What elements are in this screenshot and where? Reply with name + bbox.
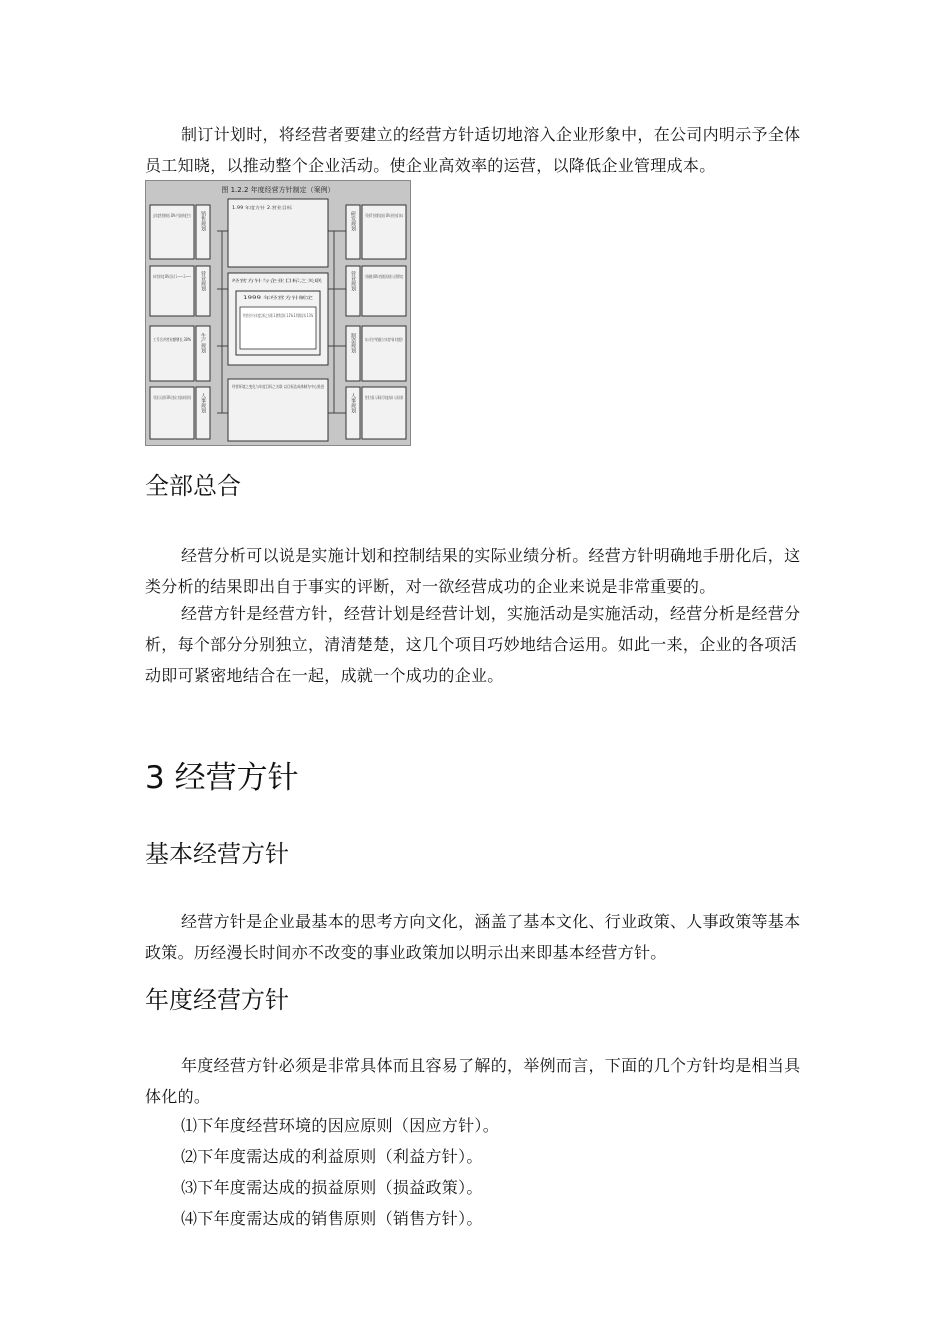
intro-paragraph: 制订计划时，将经营者要建立的经营方针适切地溶入企业形象中，在公司内明示予全体员工知晓，以推动整个企业活动。使企业高效率的运营，以降低企业管理成本。 (145, 125, 801, 175)
left-box-4-text (153, 394, 191, 400)
center-mid-caption: 经营方针与企业目标之关联 (232, 278, 280, 283)
list-item: ⑴下年度经营环境的因应原则（因应方针）。 (181, 1116, 500, 1135)
heading-overall: 全部总合 (145, 472, 241, 500)
right-box-2-text (365, 273, 403, 279)
basic-policy-paragraph: 经营方针是企业最基本的思考方向文化，涵盖了基本文化、行业政策、人事政策等基本政策。历经漫长时间亦不改变的事业政策加以明示出来即基本经营方针。 (145, 912, 801, 962)
overall-paragraph-2: 经营方针是经营方针，经营计划是经营计划，实施活动是实施活动，经营分析是经营分析，每个部分分别独立，清清楚楚，这几个项目巧妙地结合运用。如此一来，企业的各项活动即可紧密地结合在一起，成就一个成功的企业。 (145, 604, 801, 685)
center-core-title: 1999 年经营方针制定 (243, 295, 283, 300)
chapter-heading: 3 经营方针 (145, 760, 299, 796)
center-bottom-text: 经营环境之变化与年度目标之关联 以目标达成体制为中心推进 (232, 384, 342, 389)
right-label-4-text: 人事规划 (350, 393, 356, 413)
right-box-1-text (365, 212, 403, 218)
policy-diagram-figure (145, 180, 439, 446)
right-label-1-text: 研发规划 (350, 211, 356, 231)
list-item: ⑷下年度需达成的销售原则（销售方针）。 (181, 1209, 483, 1228)
right-box-3 (362, 326, 439, 381)
heading-basic-policy: 基本经营方针 (145, 840, 289, 868)
left-box-1-text: 去年度营业额成长 30% 产品结构化生方 (153, 213, 225, 218)
annual-policy-paragraph: 年度经营方针必须是非常具体而且容易了解的，举例而言，下面的几个方针均是相当具体化的。 (145, 1056, 801, 1106)
right-box-4-text: 营业方案 人事部门年度成本 人员培训 (365, 395, 432, 400)
center-top-text: 1.99 年度方针 2.营业目标 (232, 205, 280, 210)
right-label-3-text: 制造规划 (350, 333, 356, 353)
list-item: ⑵下年度需达成的利益原则（利益方针）。 (181, 1147, 483, 1166)
right-label-2-text: 营业规划 (350, 271, 356, 291)
right-box-3-text: 本公司生产规划能力与年度产量 年度提升 (365, 337, 439, 342)
left-label-3-text: 生产规划 (200, 333, 206, 353)
left-label-2-text: 营业规划 (200, 271, 206, 291)
left-label-4-text: 人事规划 (200, 393, 206, 413)
figure-title: 图 1.2.2 年度经营方针制定（案例） (221, 186, 335, 194)
left-box-2-text (153, 273, 191, 279)
list-item: ⑶下年度需达成的损益原则（损益政策）。 (181, 1178, 483, 1197)
left-box-3 (150, 326, 200, 381)
left-label-1-text: 销售规划 (200, 211, 206, 231)
overall-paragraph-1: 经营分析可以说是实施计划和控制结果的实际业绩分析。经营方针明确地手册化后，这类分析的结果即出自于事实的评断，对一欲经营成功的企业来说是非常重要的。 (145, 546, 801, 596)
left-box-3-text: 工号合并营业额增长 30% (153, 337, 200, 342)
center-core-body: 经营方针与年度目标之关联 1.销售目标 1.1% 2.利润目标 1.1% (243, 313, 357, 318)
heading-annual-policy: 年度经营方针 (145, 986, 289, 1014)
